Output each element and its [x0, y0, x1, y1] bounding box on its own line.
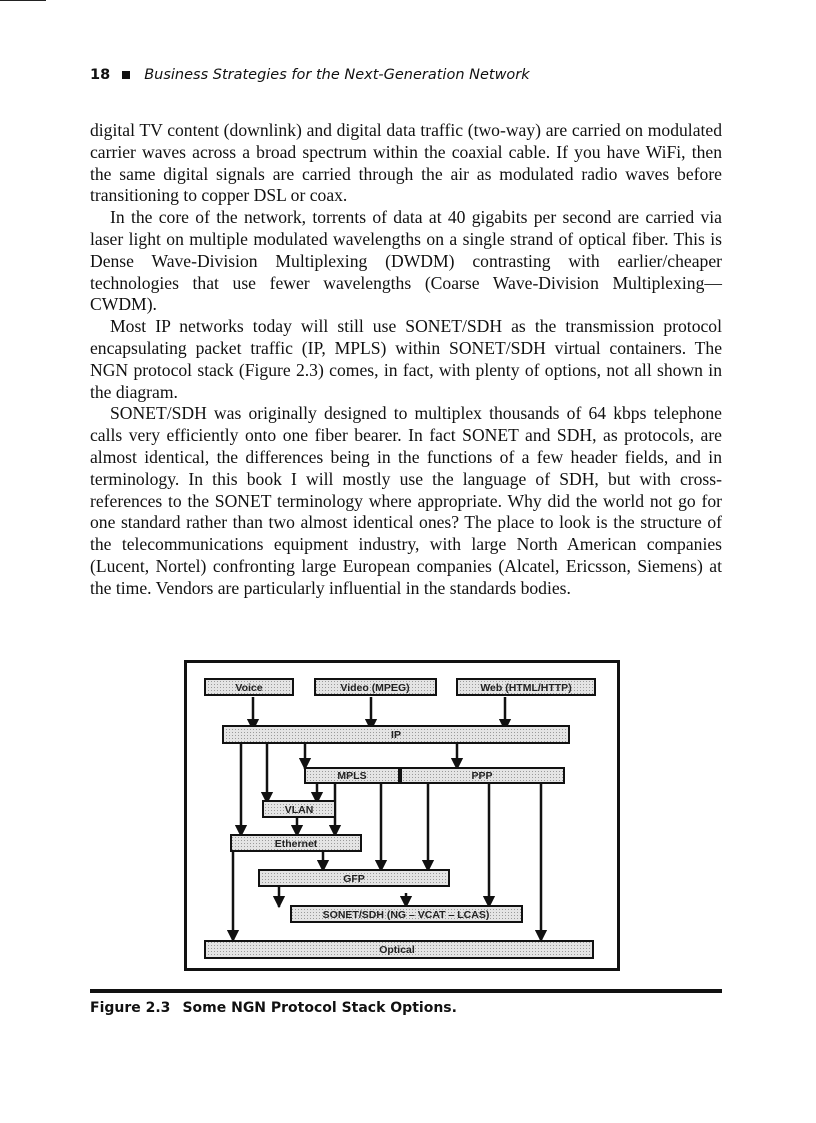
layer-ethernet [231, 835, 361, 851]
layer-vlan [263, 801, 335, 817]
layer-voice [205, 679, 293, 695]
layer-web [457, 679, 595, 695]
body-text [90, 120, 722, 600]
layer-video [315, 679, 436, 695]
layer-label: Voice [235, 682, 263, 694]
running-head [90, 67, 530, 83]
layer-label: PPP [471, 770, 493, 782]
figure-rule [90, 989, 722, 993]
caption-text: Some NGN Protocol Stack Options. [182, 1000, 457, 1016]
paragraph: digital TV content (downlink) and digital data traffic (two-way) are carried on modulated carrier waves across a broad spectrum within the coaxial cable. If you have WiFi, then the same digital signals are carried through the air as modulated radio waves before transitioning to copper DSL or coax. [90, 120, 722, 206]
page-number: 18 [90, 67, 111, 83]
layer-label: Optical [379, 944, 415, 956]
layer-label: SONET/SDH (NG – VCAT – LCAS) [322, 909, 490, 921]
layer-label: Video (MPEG) [340, 682, 410, 694]
corner-rule [0, 0, 46, 1]
figure-caption [90, 1000, 457, 1016]
square-bullet-icon [122, 71, 130, 79]
paragraph: SONET/SDH was originally designed to multiplex thousands of 64 kbps telephone calls very efficiently onto one fiber bearer. In fact SONET and SDH, as protocols, are almost identical, the differences being in the functions of a few header fields, and in terminology. In this book I will mostly use the language of SDH, but with cross-references to the SONET terminology where appropriate. Why did the world not go for one standard rather than two almost identical ones? The place to look is the structure of the telecommunications equipment industry, with large North American companies (Lucent, Nortel) confronting large European companies (Alcatel, Ericsson, Siemens) at the time. Vendors are particularly influential in the standards bodies. [90, 403, 722, 598]
layer-optical [205, 941, 593, 958]
paragraph: Most IP networks today will still use SONET/SDH as the transmission protocol encapsulating packet traffic (IP, MPLS) within SONET/SDH virtual containers. The NGN protocol stack (Figure 2.3) comes, in fact, with plenty of options, not all shown in the diagram. [90, 316, 722, 402]
layer-label: MPLS [337, 770, 367, 782]
caption-number: Figure 2.3 [90, 1000, 171, 1016]
layer-label: GFP [343, 873, 365, 885]
layer-gfp [259, 870, 449, 886]
layer-label: VLAN [284, 804, 314, 816]
layer-label: Ethernet [274, 838, 318, 850]
layer-sonet [291, 906, 522, 922]
layer-label: IP [391, 729, 401, 741]
layer-ppp [401, 768, 564, 783]
layer-ip [223, 726, 569, 743]
paragraph: In the core of the network, torrents of data at 40 gigabits per second are carried via laser light on multiple modulated wavelengths on a single strand of optical fiber. This is Dense Wave-Division Multiplexing (DWDM) contrasting with earlier/cheaper technologies that use fewer wavelengths (Coarse Wave-Division Multiplexing—CWDM). [90, 207, 722, 315]
layer-mpls [305, 768, 399, 783]
protocol-stack-diagram [187, 663, 617, 968]
book-title: Business Strategies for the Next-Generation Network [144, 67, 530, 83]
protocol-stack-figure [184, 660, 620, 971]
layer-label: Web (HTML/HTTP) [480, 682, 572, 694]
